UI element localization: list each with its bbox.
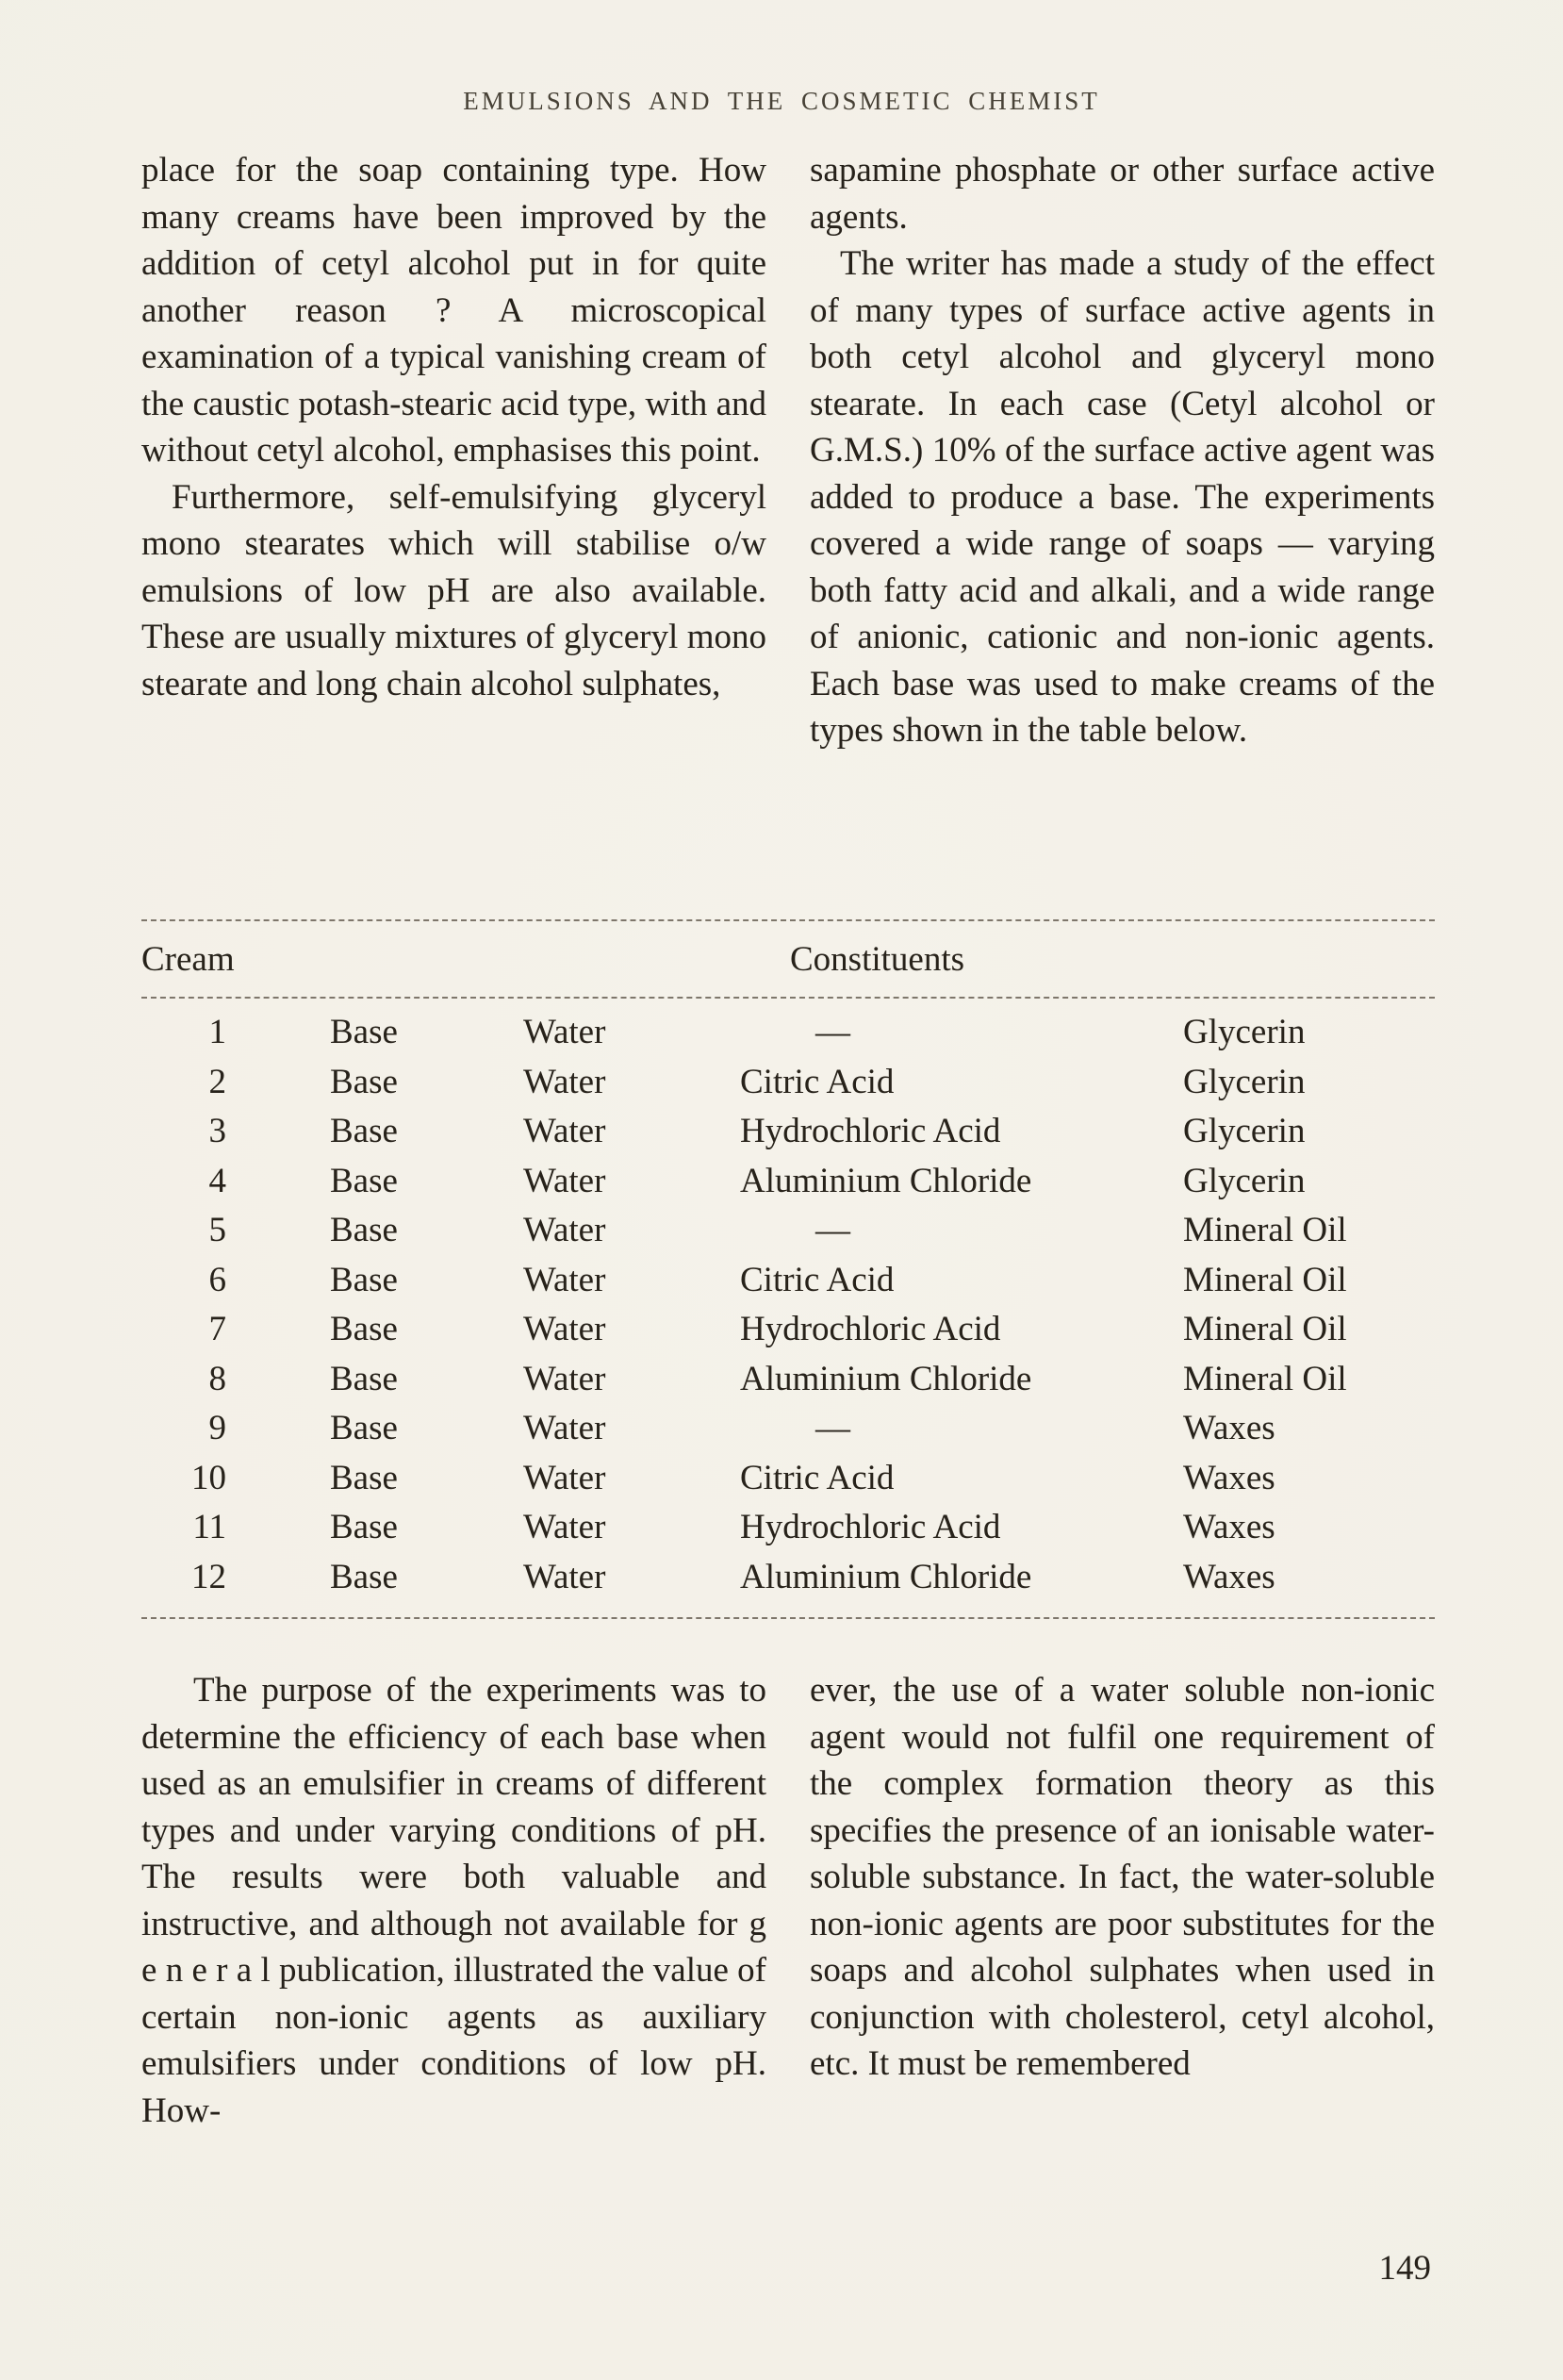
lower-left-column: [141, 1667, 766, 2134]
cream-number: 12: [191, 1557, 226, 1596]
table-header-constituents: Constituents: [790, 940, 965, 979]
cream-acid: —: [815, 1409, 850, 1447]
cream-base: Base: [330, 1161, 398, 1200]
cream-additive: Glycerin: [1183, 1013, 1306, 1051]
table-body: [141, 999, 1435, 1617]
cream-acid: —: [815, 1211, 850, 1249]
table-rule-bottom: [141, 1617, 1435, 1619]
running-head: EMULSIONS AND THE COSMETIC CHEMIST: [463, 87, 1100, 115]
upper-left-column: [141, 147, 766, 754]
cream-base: Base: [330, 1310, 398, 1348]
cream-base: Base: [330, 1013, 398, 1051]
cream-phase: Water: [523, 1062, 606, 1101]
cream-phase: Water: [523, 1557, 606, 1596]
cream-additive: Glycerin: [1183, 1112, 1306, 1150]
table-row: [141, 1157, 1435, 1207]
table-row: [141, 1404, 1435, 1454]
cream-additive: Mineral Oil: [1183, 1310, 1347, 1348]
cream-phase: Water: [523, 1211, 606, 1249]
cream-additive: Waxes: [1183, 1458, 1275, 1497]
table-row: [141, 1503, 1435, 1553]
cream-acid: Aluminium Chloride: [740, 1557, 1032, 1596]
cream-base: Base: [330, 1458, 398, 1497]
cream-base: Base: [330, 1112, 398, 1150]
page-number: 149: [1378, 2249, 1431, 2288]
table-row: [141, 1256, 1435, 1306]
table-row: [141, 1553, 1435, 1603]
cream-acid: Aluminium Chloride: [740, 1161, 1032, 1200]
table-header-row: [141, 921, 1435, 997]
cream-phase: Water: [523, 1161, 606, 1200]
paragraph: ever, the use of a water soluble non-ionic agent would not fulfil one requirement of the complex formation theory as this specifies the presence of an ionisable water-soluble substance. In fact, the water-soluble non-ionic agents are poor substitutes for the soaps and alcohol sulphates when used in conjunction with cholesterol, cetyl alcohol, etc. It must be remembered: [810, 1671, 1435, 2083]
cream-number: 1: [208, 1013, 226, 1051]
cream-additive: Glycerin: [1183, 1161, 1306, 1200]
cream-acid: —: [815, 1013, 850, 1051]
cream-additive: Mineral Oil: [1183, 1260, 1347, 1299]
cream-base: Base: [330, 1508, 398, 1546]
cream-number: 11: [192, 1508, 226, 1546]
table-row: [141, 1008, 1435, 1058]
cream-base: Base: [330, 1211, 398, 1249]
cream-acid: Hydrochloric Acid: [740, 1310, 1001, 1348]
cream-additive: Mineral Oil: [1183, 1211, 1347, 1249]
cream-phase: Water: [523, 1260, 606, 1299]
paragraph: place for the soap containing type. How many creams have been improved by the addition of cetyl alcohol put in for quite another reason ? A microscopical examination of a typical vanishing cream of the caustic potash-stearic acid type, with and without cetyl alcohol, emphasises this point.: [141, 151, 766, 470]
cream-base: Base: [330, 1062, 398, 1101]
cream-number: 4: [208, 1161, 226, 1200]
paragraph: Furthermore, self-emulsifying glyceryl mono stearates which will stabilise o/w emulsions of low pH are also available. These are usually mixtures of glyceryl mono stearate and long chain alcohol sulphates,: [141, 477, 766, 703]
cream-phase: Water: [523, 1409, 606, 1447]
upper-text-block: [141, 147, 1435, 754]
cream-base: Base: [330, 1409, 398, 1447]
lower-right-column: [810, 1667, 1435, 2134]
cream-number: 6: [208, 1260, 226, 1299]
cream-number: 5: [208, 1211, 226, 1249]
cream-phase: Water: [523, 1112, 606, 1150]
cream-phase: Water: [523, 1458, 606, 1497]
cream-number: 8: [208, 1359, 226, 1398]
cream-phase: Water: [523, 1013, 606, 1051]
table-row: [141, 1305, 1435, 1355]
cream-additive: Waxes: [1183, 1409, 1275, 1447]
cream-number: 7: [208, 1310, 226, 1348]
lower-text-block: [141, 1667, 1435, 2134]
cream-additive: Glycerin: [1183, 1062, 1306, 1101]
cream-acid: Aluminium Chloride: [740, 1359, 1032, 1398]
cream-number: 3: [208, 1112, 226, 1150]
cream-acid: Citric Acid: [740, 1260, 895, 1299]
cream-base: Base: [330, 1359, 398, 1398]
table-row: [141, 1454, 1435, 1504]
paragraph: The writer has made a study of the effect of many types of surface active agents in both cetyl alcohol and glyceryl mono stearate. In each case (Cetyl alcohol or G.M.S.) 10% of the surface active agent was added to produce a base. The experiments covered a wide range of soaps — varying both fatty acid and alkali, and a wide range of anionic, cationic and non-ionic agents. Each base was used to make creams of the types shown in the table below.: [810, 244, 1435, 750]
cream-additive: Waxes: [1183, 1508, 1275, 1546]
cream-additive: Waxes: [1183, 1557, 1275, 1596]
paragraph: The purpose of the experiments was to determine the efficiency of each base when used as an emulsifier in creams of different types and under varying conditions of pH. The results were both valuable and instructive, and although not available for g e n e r a l publication, illustrated the value of certain non-ionic agents as auxiliary emulsifiers under conditions of low pH. How-: [141, 1671, 766, 2130]
table-row: [141, 1058, 1435, 1108]
cream-acid: Citric Acid: [740, 1458, 895, 1497]
cream-number: 10: [191, 1458, 226, 1497]
table-row: [141, 1355, 1435, 1405]
creams-constituents-table: [141, 919, 1435, 1619]
table-header-cream: Cream: [141, 940, 235, 979]
cream-acid: Hydrochloric Acid: [740, 1508, 1001, 1546]
cream-number: 2: [208, 1062, 226, 1101]
table-row: [141, 1107, 1435, 1157]
cream-base: Base: [330, 1557, 398, 1596]
upper-right-column: [810, 147, 1435, 754]
cream-phase: Water: [523, 1310, 606, 1348]
cream-acid: Hydrochloric Acid: [740, 1112, 1001, 1150]
cream-number: 9: [208, 1409, 226, 1447]
cream-phase: Water: [523, 1508, 606, 1546]
cream-base: Base: [330, 1260, 398, 1299]
table-row: [141, 1206, 1435, 1256]
cream-additive: Mineral Oil: [1183, 1359, 1347, 1398]
paragraph: sapamine phosphate or other surface active agents.: [810, 151, 1435, 237]
cream-phase: Water: [523, 1359, 606, 1398]
cream-acid: Citric Acid: [740, 1062, 895, 1101]
